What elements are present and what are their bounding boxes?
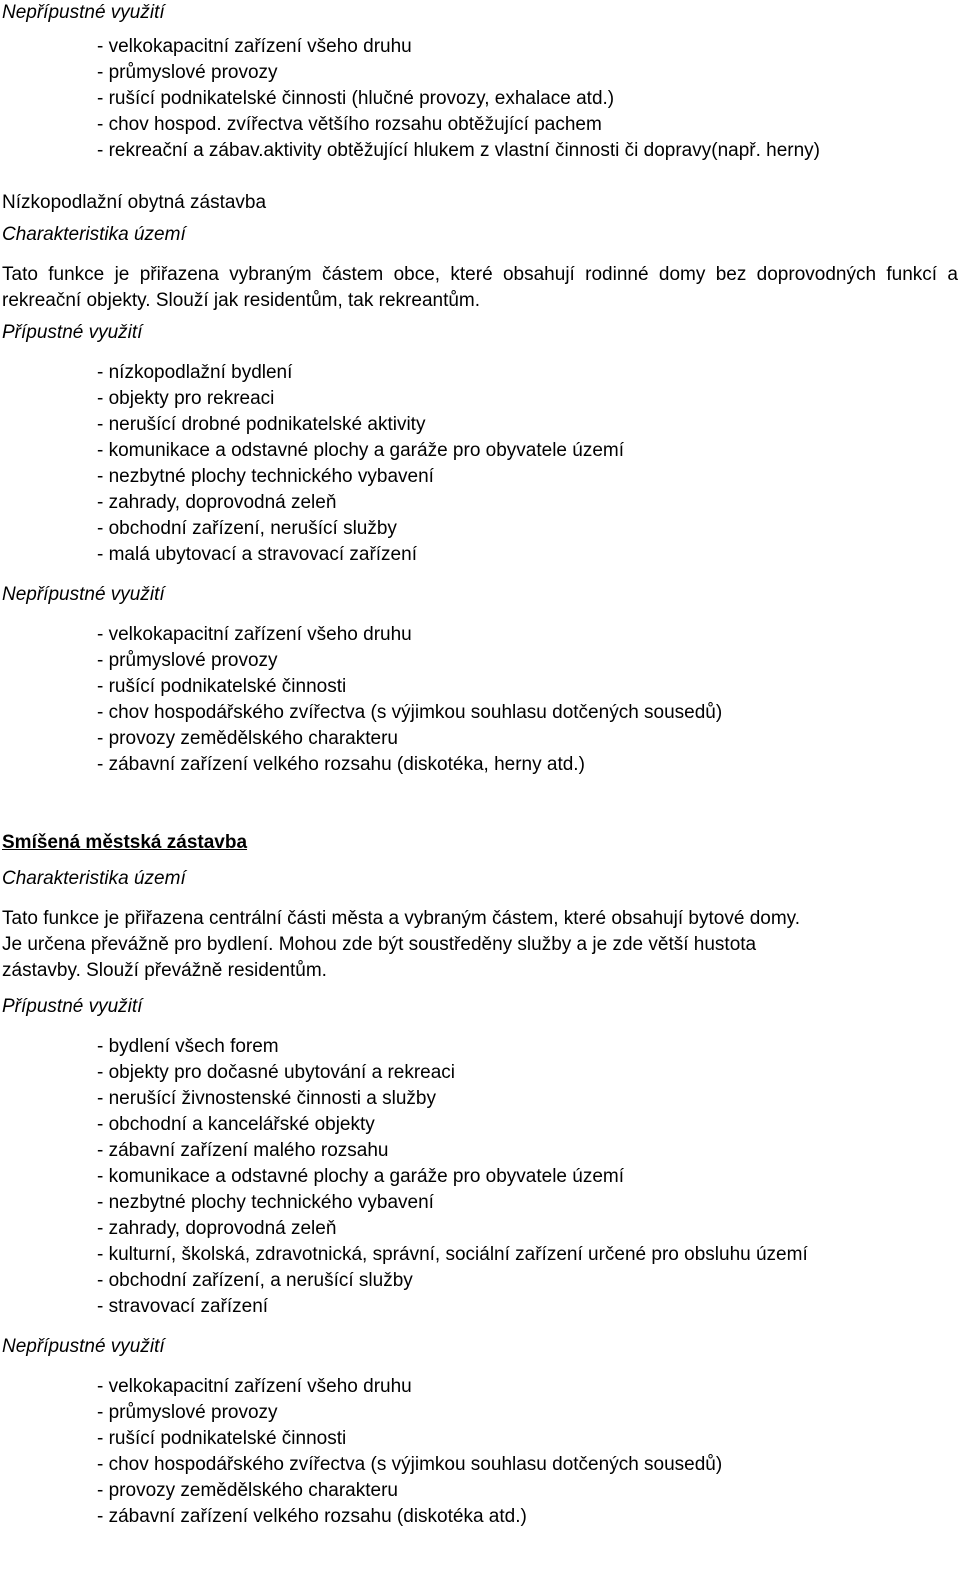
list-item: - nízkopodlažní bydlení: [97, 362, 293, 383]
list-item: - rušící podnikatelské činnosti: [97, 1428, 347, 1449]
list-item: - průmyslové provozy: [97, 1402, 278, 1423]
list-item: - nerušící drobné podnikatelské aktivity: [97, 414, 426, 435]
list-item: - zábavní zařízení malého rozsahu: [97, 1140, 389, 1161]
text-line: Je určena převážně pro bydlení. Mohou zde být soustředěny služby a je zde větší hustota: [2, 934, 757, 955]
list-item: - provozy zemědělského charakteru: [97, 728, 398, 749]
list-item: - obchodní zařízení, nerušící služby: [97, 518, 397, 539]
list-item: - rušící podnikatelské činnosti (hlučné provozy, exhalace atd.): [97, 88, 615, 109]
list-item: - objekty pro rekreaci: [97, 388, 275, 409]
list-item: - zahrady, doprovodná zeleň: [97, 1218, 337, 1239]
list-item: - nezbytné plochy technického vybavení: [97, 1192, 434, 1213]
allowed-use-list: [2, 1034, 958, 1320]
list-item: - obchodní a kancelářské objekty: [97, 1114, 375, 1135]
characteristics-text: [2, 906, 958, 984]
allowed-use-label: Přípustné využití: [2, 996, 143, 1017]
list-item: - velkokapacitní zařízení všeho druhu: [97, 1376, 412, 1397]
list-item: - zábavní zařízení velkého rozsahu (diskotéka atd.): [97, 1506, 527, 1527]
forbidden-use-label: Nepřípustné využití: [2, 1336, 165, 1357]
list-item: - objekty pro dočasné ubytování a rekreaci: [97, 1062, 456, 1083]
list-item: - zábavní zařízení velkého rozsahu (diskotéka, herny atd.): [97, 754, 585, 775]
list-item: - komunikace a odstavné plochy a garáže pro obyvatele území: [97, 1166, 625, 1187]
list-item: - chov hospodářského zvířectva (s výjimkou souhlasu dotčených sousedů): [97, 702, 723, 723]
forbidden-use-list: [2, 34, 958, 164]
list-item: - průmyslové provozy: [97, 650, 278, 671]
characteristics-label: Charakteristika území: [2, 224, 186, 245]
section-title: Smíšená městská zástavba: [2, 832, 248, 853]
allowed-use-label: Přípustné využití: [2, 322, 143, 343]
forbidden-use-label: Nepřípustné využití: [2, 2, 165, 23]
list-item: - kulturní, školská, zdravotnická, správní, sociální zařízení určené pro obsluhu území: [97, 1244, 808, 1265]
list-item: - chov hospodářského zvířectva (s výjimkou souhlasu dotčených sousedů): [97, 1454, 723, 1475]
text-line: zástavby. Slouží převážně residentům.: [2, 960, 327, 981]
list-item: - velkokapacitní zařízení všeho druhu: [97, 36, 412, 57]
list-item: - malá ubytovací a stravovací zařízení: [97, 544, 417, 565]
characteristics-text: Tato funkce je přiřazena vybraným částem obce, které obsahují rodinné domy bez doprovodných funkcí a rekreační objekty. Slouží jak residentům, tak rekreantům.: [2, 264, 958, 311]
list-item: - velkokapacitní zařízení všeho druhu: [97, 624, 412, 645]
list-item: - stravovací zařízení: [97, 1296, 269, 1317]
list-item: - komunikace a odstavné plochy a garáže pro obyvatele území: [97, 440, 625, 461]
text-line: Tato funkce je přiřazena centrální části města a vybraným částem, které obsahují bytové domy.: [2, 908, 801, 929]
section-title: Nízkopodlažní obytná zástavba: [2, 192, 267, 213]
list-item: - nerušící živnostenské činnosti a služby: [97, 1088, 436, 1109]
list-item: - obchodní zařízení, a nerušící služby: [97, 1270, 413, 1291]
allowed-use-list: [2, 360, 958, 568]
list-item: - chov hospod. zvířectva většího rozsahu obtěžující pachem: [97, 114, 602, 135]
list-item: - nezbytné plochy technického vybavení: [97, 466, 434, 487]
list-item: - bydlení všech forem: [97, 1036, 279, 1057]
list-item: - provozy zemědělského charakteru: [97, 1480, 398, 1501]
list-item: - průmyslové provozy: [97, 62, 278, 83]
list-item: - rekreační a zábav.aktivity obtěžující hlukem z vlastní činnosti či dopravy(např. herny): [97, 140, 821, 161]
forbidden-use-list: [2, 1374, 958, 1530]
forbidden-use-label: Nepřípustné využití: [2, 584, 165, 605]
list-item: - rušící podnikatelské činnosti: [97, 676, 347, 697]
list-item: - zahrady, doprovodná zeleň: [97, 492, 337, 513]
forbidden-use-list: [2, 622, 958, 778]
characteristics-label: Charakteristika území: [2, 868, 186, 889]
